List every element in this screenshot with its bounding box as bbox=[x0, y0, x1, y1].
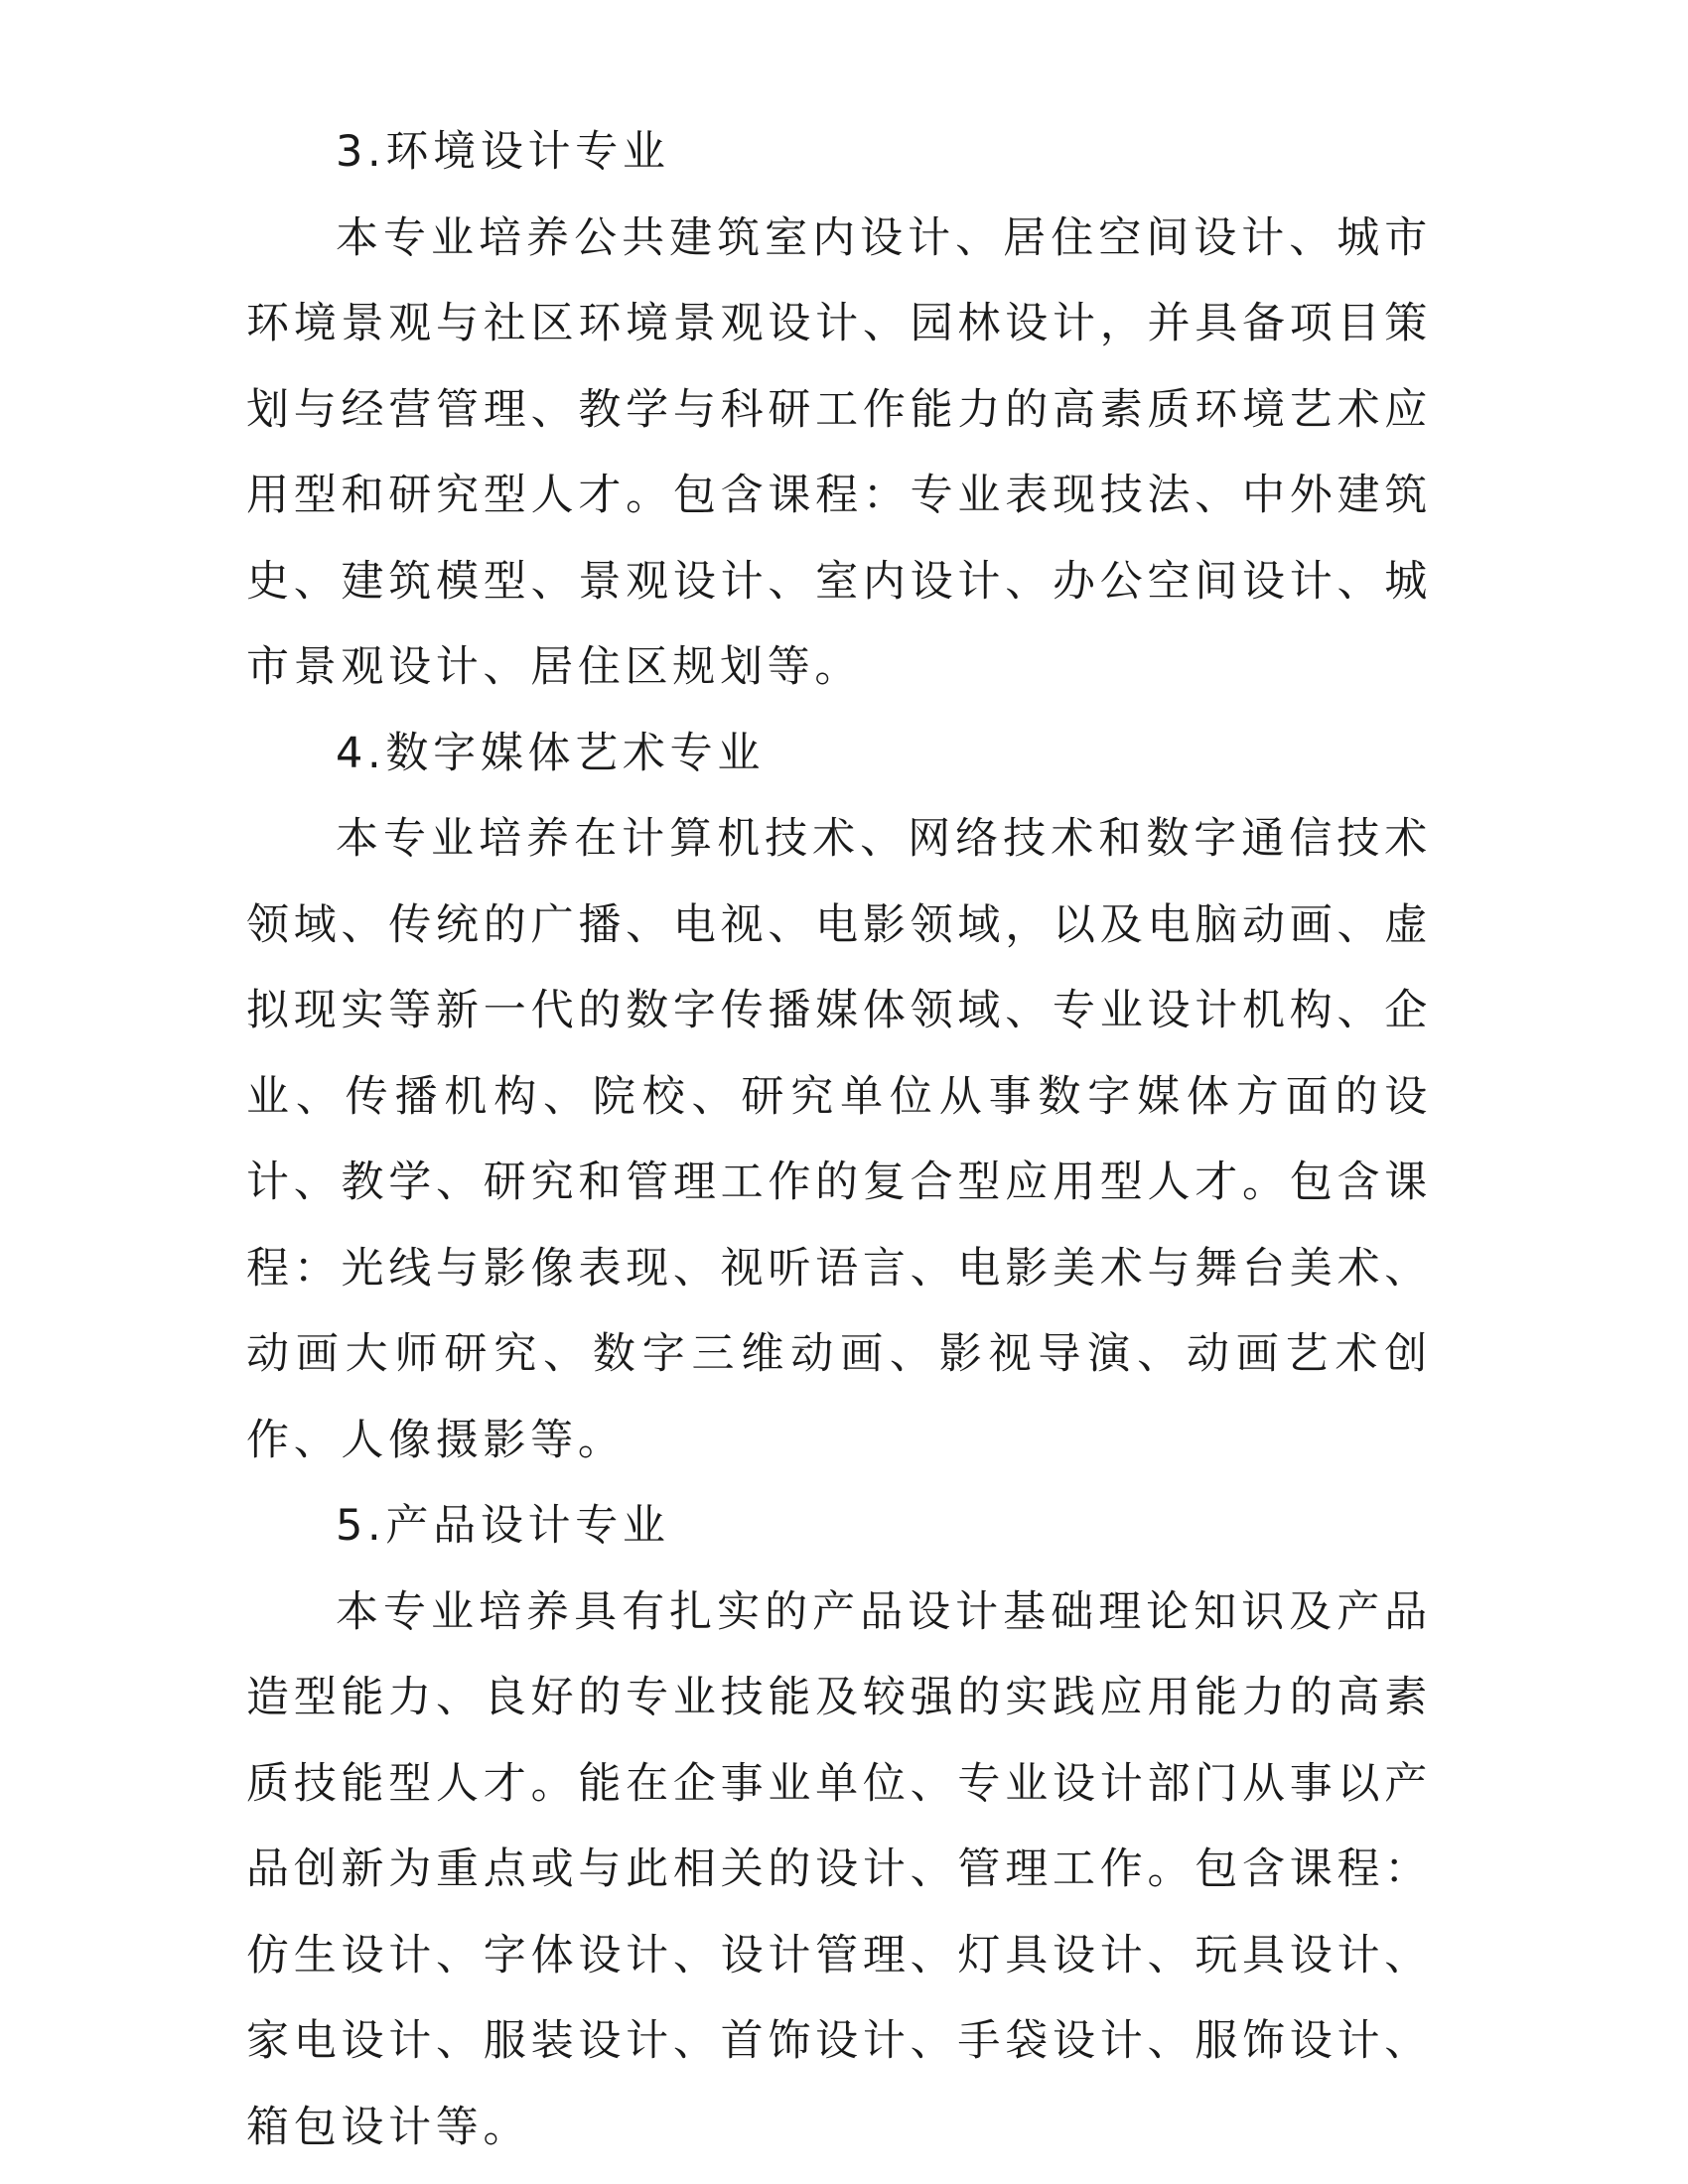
section-body-digital-media-art: 本专业培养在计算机技术、网络技术和数字通信技术领域、传统的广播、电视、电影领域，以及电脑动画、虚拟现实等新一代的数字传播媒体领域、专业设计机构、企业、传播机构、院校、研究单位从事数字媒体方面的设计、教学、研究和管理工作的复合型应用型人才。包含课程：光线与影像表现、视听语言、电影美术与舞台美术、动画大师研究、数字三维动画、影视导演、动画艺术创作、人像摄影等。 bbox=[246, 814, 1432, 1465]
section-heading-environment-design: 3.环境设计专业 bbox=[336, 127, 670, 177]
section-heading-product-design: 5.产品设计专业 bbox=[336, 1501, 670, 1551]
document-page bbox=[246, 109, 1432, 2170]
section-heading-digital-media-art: 4.数字媒体艺术专业 bbox=[336, 728, 766, 778]
section-body-environment-design: 本专业培养公共建筑室内设计、居住空间设计、城市环境景观与社区环境景观设计、园林设计，并具备项目策划与经营管理、教学与科研工作能力的高素质环境艺术应用型和研究型人才。包含课程：专业表现技法、中外建筑史、建筑模型、景观设计、室内设计、办公空间设计、城市景观设计、居住区规划等。 bbox=[246, 212, 1432, 692]
section-body-product-design: 本专业培养具有扎实的产品设计基础理论知识及产品造型能力、良好的专业技能及较强的实践应用能力的高素质技能型人才。能在企事业单位、专业设计部门从事以产品创新为重点或与此相关的设计、管理工作。包含课程：仿生设计、字体设计、设计管理、灯具设计、玩具设计、家电设计、服装设计、首饰设计、手袋设计、服饰设计、箱包设计等。 bbox=[246, 1586, 1432, 2152]
